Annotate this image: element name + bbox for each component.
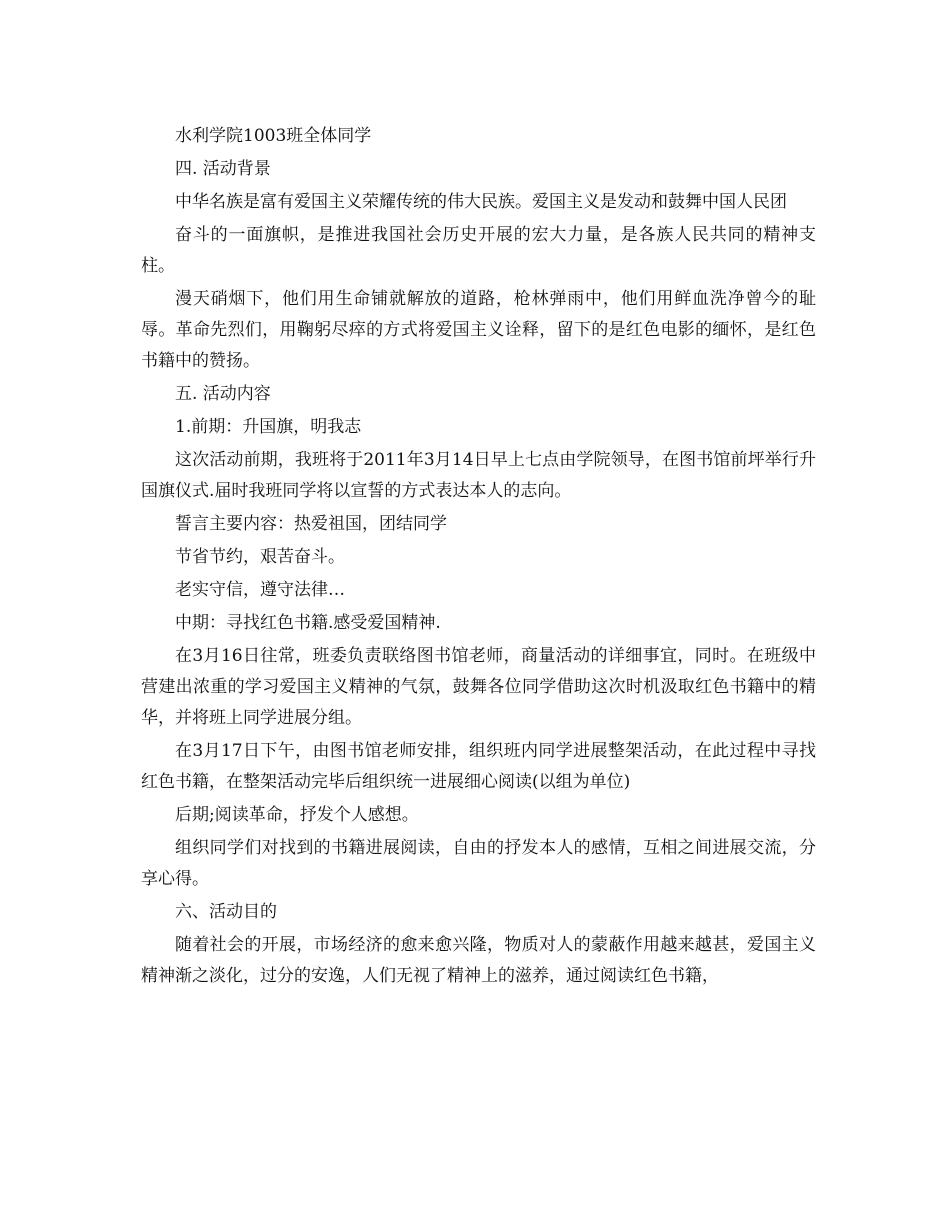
subheading-middle-stage: 中期：寻找红色书籍.感受爱国精神.	[175, 613, 441, 633]
paragraph: 漫天硝烟下，他们用生命铺就解放的道路，枪林弹雨中，他们用鲜血洗净曾今的耻辱。革命先烈们，用鞠躬尽瘁的方式将爱国主义诠释，留下的是红色电影的缅怀，是红色书籍中的赞扬。	[141, 289, 816, 371]
subheading-late-stage: 后期;阅读革命，抒发个人感想。	[175, 805, 419, 825]
paragraph: 奋斗的一面旗帜，是推进我国社会历史开展的宏大力量，是各族人民共同的精神支柱。	[141, 225, 816, 276]
paragraph: 在3月17日下午，由图书馆老师安排，组织班内同学进展整架活动，在此过程中寻找红色书籍，在整架活动完毕后组织统一进展细心阅读(以组为单位)	[141, 741, 816, 792]
oath-line: 老实守信，遵守法律…	[175, 580, 345, 600]
paragraph-participants: 水利学院1003班全体同学	[175, 126, 372, 146]
section-heading-purpose: 六、活动目的	[175, 902, 277, 922]
document-body	[141, 121, 816, 992]
paragraph: 随着社会的开展，市场经济的愈来愈兴隆，物质对人的蒙蔽作用越来越甚，爱国主义精神渐之淡化，过分的安逸，人们无视了精神上的滋养，通过阅读红色书籍，	[141, 935, 816, 986]
oath-line: 誓言主要内容：热爱祖国，团结同学	[175, 514, 447, 534]
section-heading-content: 五. 活动内容	[175, 384, 271, 404]
paragraph: 在3月16日往常，班委负责联络图书馆老师，商量活动的详细事宜，同时。在班级中营建出浓重的学习爱国主义精神的气氛，鼓舞各位同学借助这次时机汲取红色书籍中的精华，并将班上同学进展分组。	[141, 646, 816, 728]
paragraph: 中华名族是富有爱国主义荣耀传统的伟大民族。爱国主义是发动和鼓舞中国人民团	[175, 192, 787, 212]
subheading-early-stage: 1.前期：升国旗，明我志	[175, 417, 362, 437]
paragraph: 组织同学们对找到的书籍进展阅读，自由的抒发本人的感情，互相之间进展交流，分享心得。	[141, 838, 816, 889]
paragraph: 这次活动前期，我班将于2011年3月14日早上七点由学院领导，在图书馆前坪举行升国旗仪式.届时我班同学将以宣誓的方式表达本人的志向。	[141, 450, 816, 501]
oath-line: 节省节约，艰苦奋斗。	[175, 547, 345, 567]
section-heading-background: 四. 活动背景	[175, 159, 271, 179]
